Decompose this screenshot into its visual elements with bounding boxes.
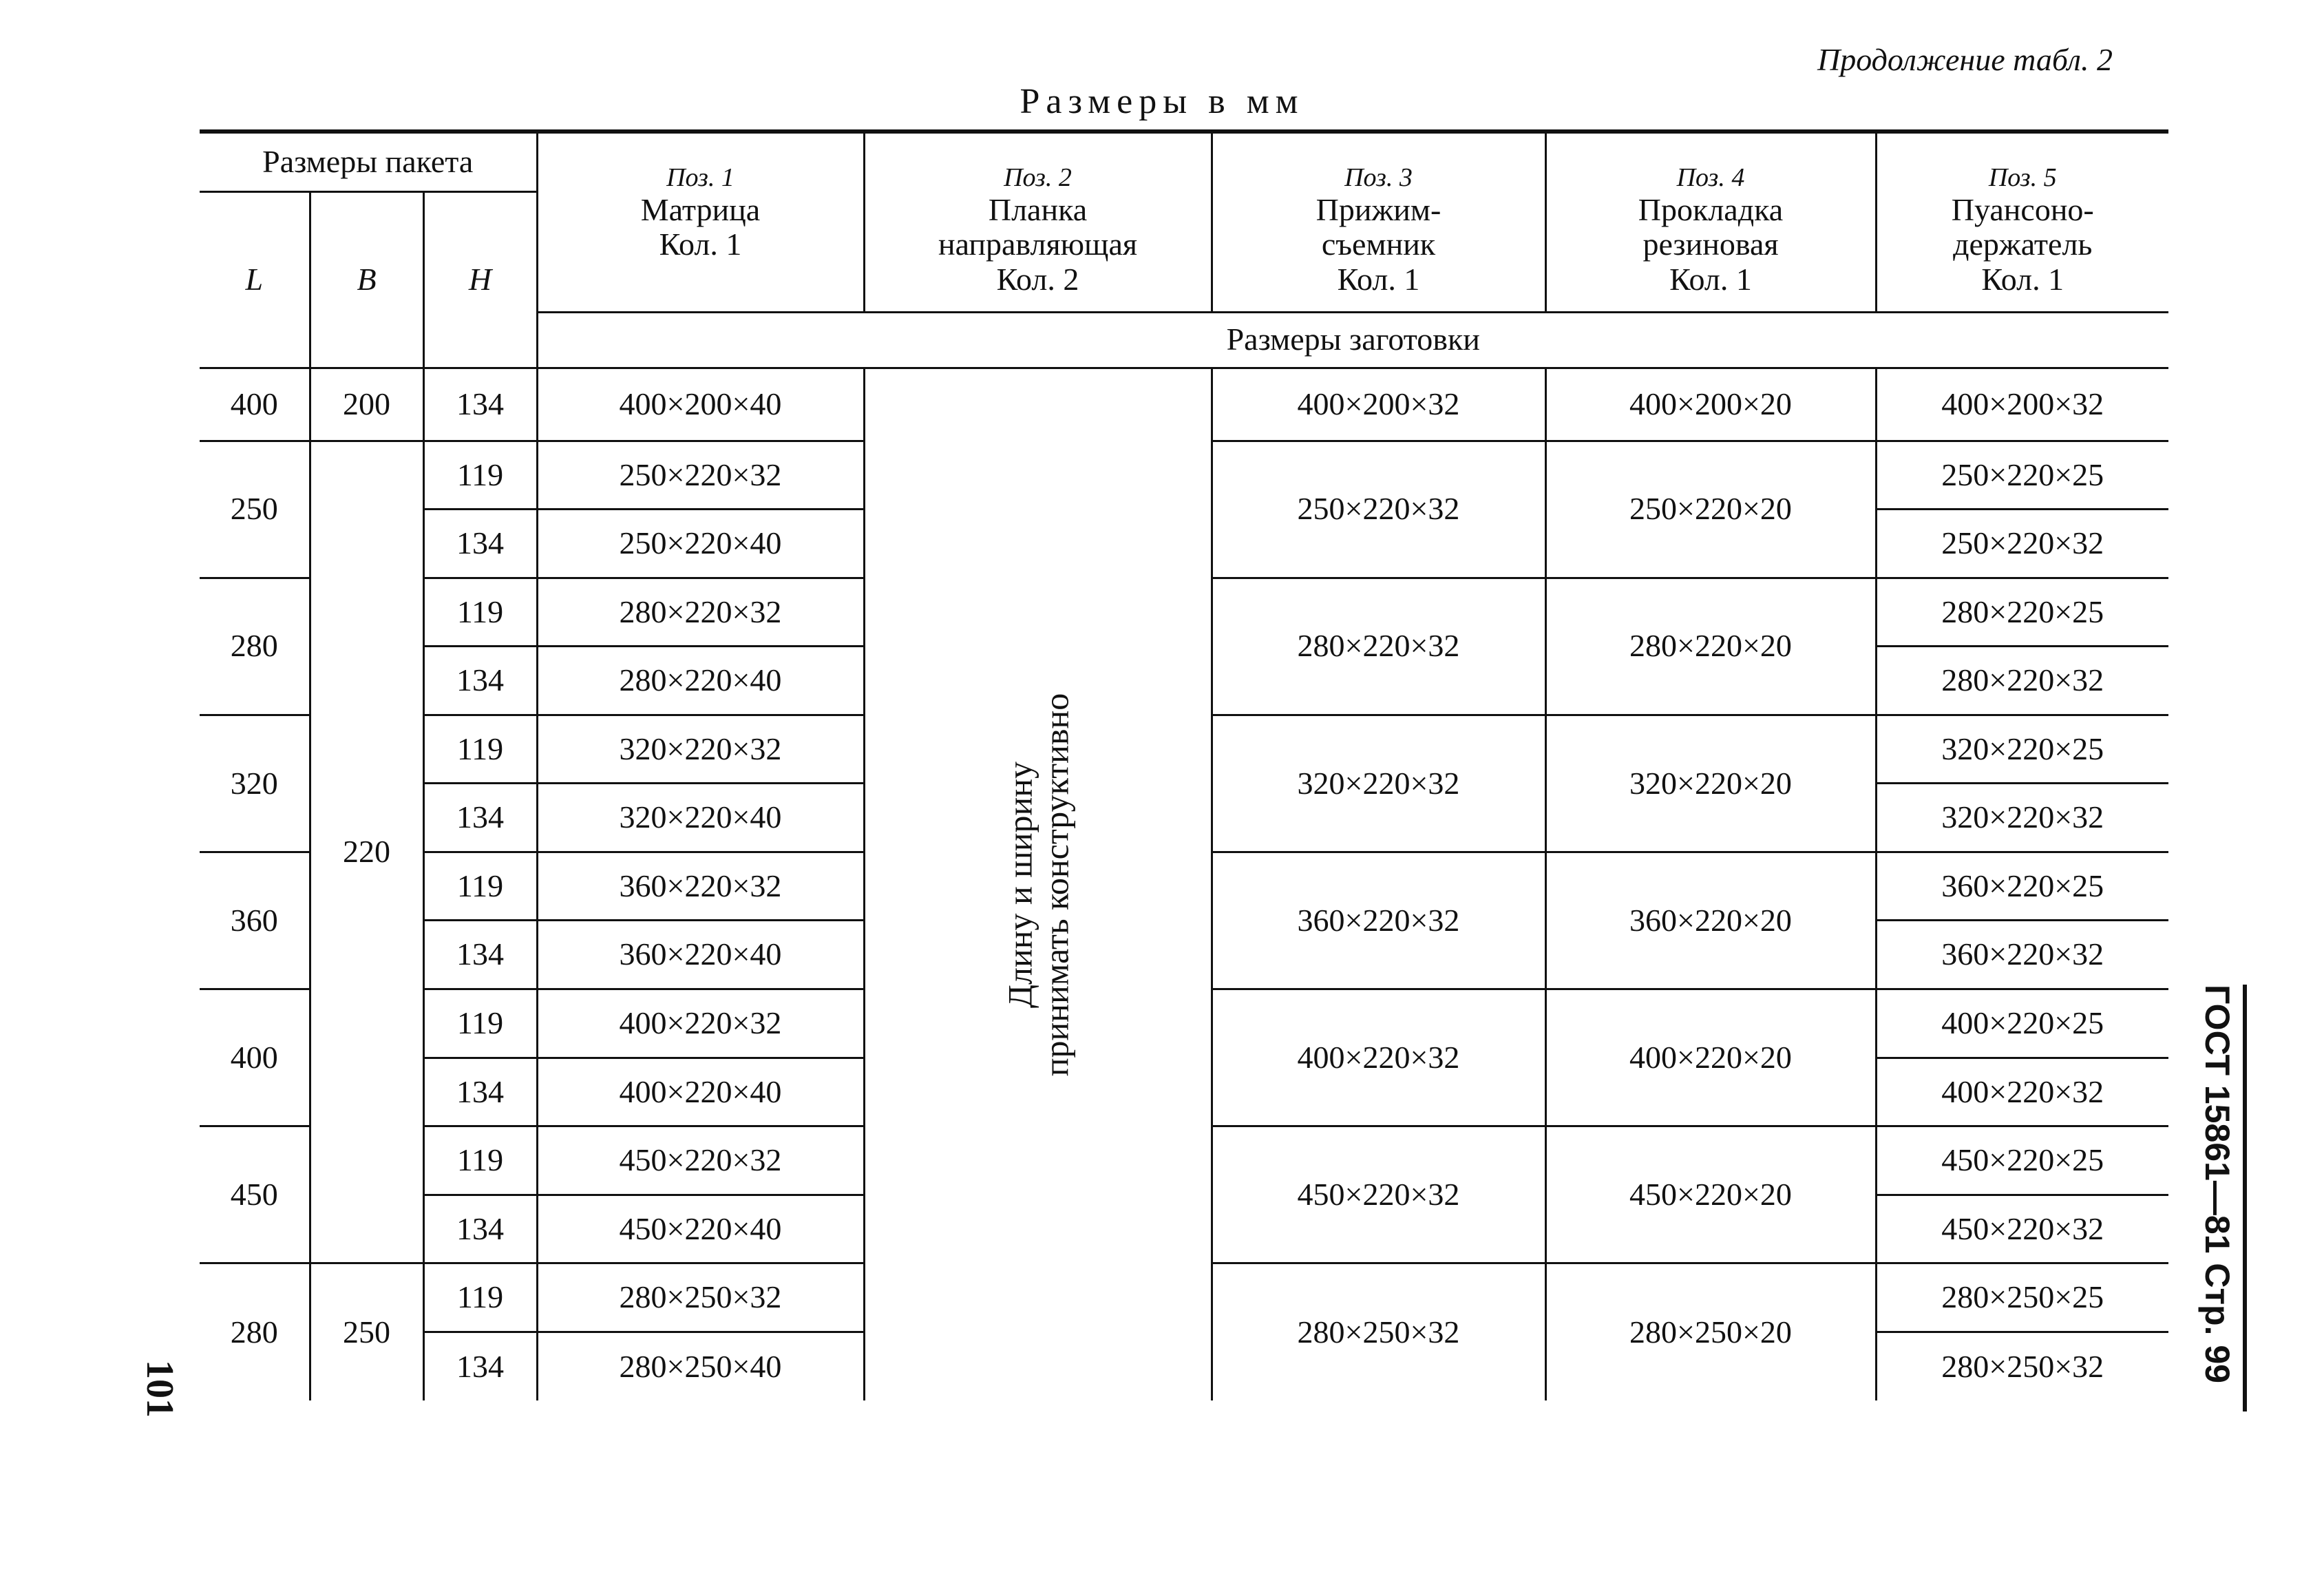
cell-pos4: 280×220×20 [1545,578,1876,715]
cell-pos1: 280×220×32 [537,578,864,647]
cell-pos4: 360×220×20 [1545,852,1876,989]
H-header: H [423,191,537,368]
cell-pos4: 250×220×20 [1545,441,1876,578]
cell-pos5: 250×220×25 [1876,441,2168,510]
B-header: B [310,191,423,368]
cell-H: 119 [423,441,537,510]
page-number: 101 [138,1360,181,1418]
cell-L: 360 [200,852,310,989]
cell-H: 134 [423,368,537,441]
cell-pos4: 280×250×20 [1545,1263,1876,1400]
cell-H: 119 [423,989,537,1058]
cell-H: 119 [423,1126,537,1195]
cell-H: 134 [423,921,537,989]
cell-L: 400 [200,989,310,1126]
cell-pos1: 280×220×40 [537,647,864,715]
cell-L: 280 [200,1263,310,1400]
pack-header: Размеры пакета [200,132,537,191]
cell-B: 200 [310,368,423,441]
blank-size-header: Размеры заготовки [537,312,2168,368]
cell-pos5: 450×220×25 [1876,1126,2168,1195]
cell-pos5: 280×220×25 [1876,578,2168,647]
cell-B: 250 [310,1263,423,1400]
continuation-label: Продолжение табл. 2 [1817,42,2113,77]
dimensions-table [200,129,2168,1400]
cell-pos4: 400×220×20 [1545,989,1876,1126]
cell-L: 450 [200,1126,310,1263]
cell-pos4: 450×220×20 [1545,1126,1876,1263]
cell-pos1: 360×220×32 [537,852,864,921]
cell-pos3: 400×200×32 [1212,368,1545,441]
cell-pos3: 400×220×32 [1212,989,1545,1126]
cell-pos5: 320×220×32 [1876,784,2168,852]
units-caption: Размеры в мм [1020,82,1304,121]
cell-B: 220 [310,441,423,1263]
cell-pos1: 400×200×40 [537,368,864,441]
cell-pos5: 450×220×32 [1876,1195,2168,1263]
cell-pos1: 320×220×32 [537,715,864,784]
cell-L: 320 [200,715,310,852]
header-row-1 [200,132,2168,191]
gost-side-label: ГОСТ 15861—81 Стр. 99 [2198,985,2237,1383]
cell-pos3: 280×220×32 [1212,578,1545,715]
pos2-note-cell [864,368,1212,1400]
cell-H: 134 [423,1058,537,1126]
cell-pos5: 250×220×32 [1876,510,2168,578]
cell-pos5: 280×220×32 [1876,647,2168,715]
cell-H: 119 [423,578,537,647]
table-row [200,368,2168,441]
cell-pos3: 320×220×32 [1212,715,1545,852]
cell-H: 119 [423,1263,537,1332]
cell-pos1: 360×220×40 [537,921,864,989]
side-rule [2243,985,2247,1411]
cell-H: 134 [423,1195,537,1263]
cell-pos5: 400×220×25 [1876,989,2168,1058]
cell-H: 134 [423,647,537,715]
cell-H: 134 [423,510,537,578]
pos5-header: Поз. 5 Пуансоно- держатель Кол. 1 [1876,132,2168,312]
cell-pos3: 450×220×32 [1212,1126,1545,1263]
pos4-header: Поз. 4 Прокладка резиновая Кол. 1 [1545,132,1876,312]
cell-pos1: 280×250×40 [537,1332,864,1400]
cell-pos1: 250×220×32 [537,441,864,510]
cell-pos4: 320×220×20 [1545,715,1876,852]
cell-pos1: 280×250×32 [537,1263,864,1332]
pos3-header: Поз. 3 Прижим- съемник Кол. 1 [1212,132,1545,312]
cell-pos3: 360×220×32 [1212,852,1545,989]
cell-pos5: 360×220×32 [1876,921,2168,989]
cell-pos1: 320×220×40 [537,784,864,852]
cell-pos5: 400×200×32 [1876,368,2168,441]
cell-pos1: 400×220×32 [537,989,864,1058]
cell-pos3: 280×250×32 [1212,1263,1545,1400]
cell-H: 119 [423,852,537,921]
pos1-header: Поз. 1 Матрица Кол. 1 [537,132,864,312]
cell-pos1: 250×220×40 [537,510,864,578]
cell-pos5: 400×220×32 [1876,1058,2168,1126]
cell-pos5: 280×250×32 [1941,1348,2104,1384]
pos2-note: Длину и ширину принимать конструктивно [1000,693,1075,1077]
cell-pos5: 320×220×25 [1876,715,2168,784]
cell-L: 400 [200,368,310,441]
cell-pos3: 250×220×32 [1212,441,1545,578]
cell-pos5: 360×220×25 [1876,852,2168,921]
cell-H: 134 [423,1332,537,1400]
L-header: L [200,191,310,368]
pos2-header: Поз. 2 Планка направляющая Кол. 2 [864,132,1212,312]
cell-L: 250 [200,441,310,578]
cell-H: 134 [423,784,537,852]
cell-H: 119 [423,715,537,784]
cell-pos1: 400×220×40 [537,1058,864,1126]
cell-pos1: 450×220×40 [537,1195,864,1263]
cell-pos5: 280×250×25 [1876,1263,2168,1332]
cell-pos4: 400×200×20 [1545,368,1876,441]
cell-L: 280 [200,578,310,715]
cell-pos1: 450×220×32 [537,1126,864,1195]
